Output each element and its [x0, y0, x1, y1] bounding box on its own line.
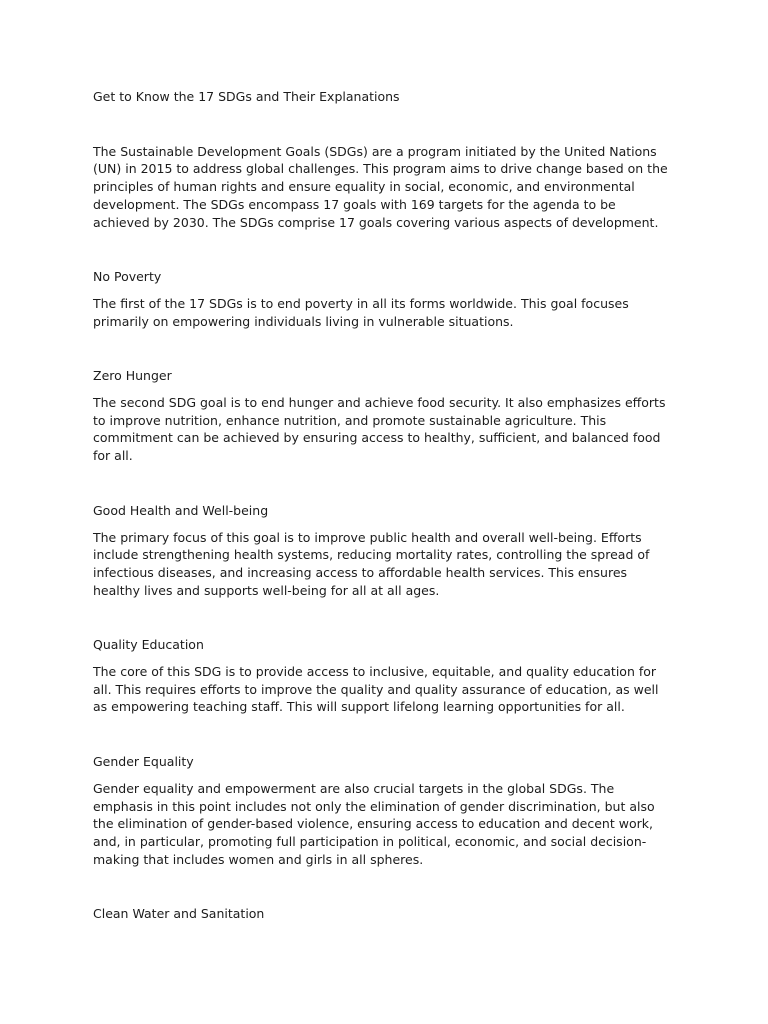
- section-heading: Clean Water and Sanitation: [93, 906, 265, 922]
- section-heading: Gender Equality: [93, 754, 194, 770]
- section-body: The first of the 17 SDGs is to end poverty in all its forms worldwide. This goal focuses primarily on empowering individuals living in vulnerable situations.: [93, 295, 629, 329]
- section-body: The core of this SDG is to provide access to inclusive, equitable, and quality education for all. This requires efforts to improve the quality and quality assurance of education, as well as empowering teaching staff. This will support lifelong learning opportunities for all.: [93, 664, 659, 715]
- section-heading: Good Health and Well-being: [93, 502, 269, 518]
- section-heading: Quality Education: [93, 637, 204, 653]
- document-page: [93, 88, 673, 932]
- section-body: The primary focus of this goal is to improve public health and overall well-being. Efforts include strengthening health systems, reducing mortality rates, controlling the spread of infectious diseases, and increasing access to affordable health services. This ensures healthy lives and supports well-being for all at all ages.: [93, 529, 650, 598]
- section-heading: Zero Hunger: [93, 368, 172, 384]
- section-clean-water: [93, 905, 673, 923]
- section-body: Gender equality and empowerment are also crucial targets in the global SDGs. The emphasis in this point includes not only the elimination of gender discrimination, but also the elimination of gender-based violence, ensuring access to education and decent work, and, in particular, promoting full participation in political, economic, and social decision-making that includes women and girls in all spheres.: [93, 780, 655, 867]
- intro-paragraph: The Sustainable Development Goals (SDGs) are a program initiated by the United Nations (UN) in 2015 to address global challenges. This program aims to drive change based on the principles of human rights and ensure equality in social, economic, and environmental development. The SDGs encompass 17 goals with 169 targets for the agenda to be achieved by 2030. The SDGs comprise 17 goals covering various aspects of development.: [93, 143, 668, 230]
- section-good-health: [93, 502, 673, 600]
- section-heading: No Poverty: [93, 269, 162, 285]
- section-no-poverty: [93, 268, 673, 330]
- section-gender-equality: [93, 753, 673, 868]
- section-quality-education: [93, 636, 673, 716]
- section-body: The second SDG goal is to end hunger and achieve food security. It also emphasizes efforts to improve nutrition, enhance nutrition, and promote sustainable agriculture. This commitment can be achieved by ensuring access to healthy, sufficient, and balanced food for all.: [93, 395, 666, 464]
- section-zero-hunger: [93, 367, 673, 465]
- document-title: Get to Know the 17 SDGs and Their Explanations: [93, 89, 400, 104]
